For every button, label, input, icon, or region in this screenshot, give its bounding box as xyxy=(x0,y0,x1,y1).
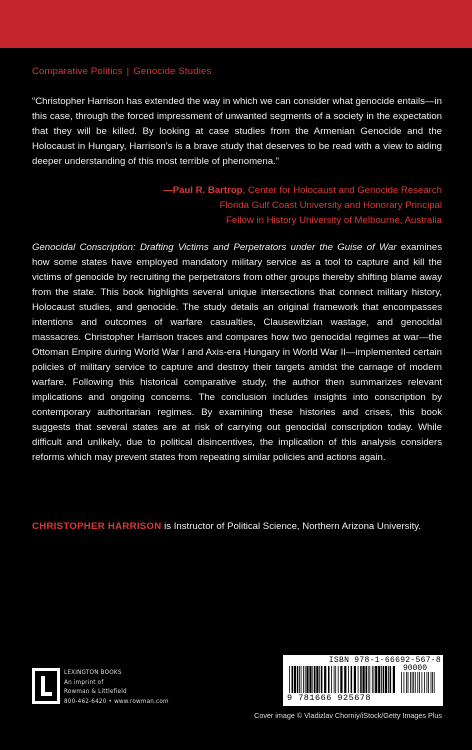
subject-second: Genocide Studies xyxy=(133,66,212,77)
barcode-bar xyxy=(417,672,418,693)
barcode-bar xyxy=(316,666,318,693)
isbn-barcode xyxy=(283,655,443,706)
barcode-bar xyxy=(428,672,429,693)
barcode-bar xyxy=(306,666,308,693)
barcode-bar xyxy=(368,666,369,693)
barcode-bar xyxy=(338,666,339,693)
barcode-bar xyxy=(422,672,423,693)
barcode-bar xyxy=(378,666,380,693)
cover-image-credit: Cover image © Vladizlav Chorniy/iStock/Getty Images Plus xyxy=(254,711,442,720)
barcode-bar xyxy=(297,666,299,693)
barcode-bar xyxy=(303,666,304,693)
barcode-bar xyxy=(366,666,368,693)
barcode-bar xyxy=(314,666,316,693)
subject-categories xyxy=(32,66,211,77)
endorsement-attribution xyxy=(22,183,442,228)
barcode-bar xyxy=(319,666,320,693)
barcode-bar xyxy=(381,666,382,693)
barcode-bar xyxy=(340,666,342,693)
barcode-bar xyxy=(348,666,349,693)
endorser-affiliation-3: Fellow in History University of Melbourne, Australia xyxy=(226,215,442,226)
barcode-bar xyxy=(431,672,432,693)
barcode-bar xyxy=(406,672,407,693)
barcode-bar xyxy=(427,672,428,693)
publisher-parent: Rowman & Littlefield xyxy=(64,688,127,695)
barcode-bar xyxy=(292,666,294,693)
barcode-bar xyxy=(305,666,306,693)
barcode-bar xyxy=(369,666,370,693)
book-title: Genocidal Conscription: Drafting Victims and Perpetrators under the Guise of War xyxy=(32,242,397,253)
endorser-name: —Paul R. Bartrop xyxy=(163,185,243,196)
top-color-band xyxy=(0,0,472,48)
barcode-bar xyxy=(358,666,359,693)
barcode-bar xyxy=(415,672,416,693)
barcode-bar xyxy=(388,666,389,693)
barcode-bar xyxy=(419,672,420,693)
barcode-bar xyxy=(331,666,332,693)
barcode-bar xyxy=(424,672,425,693)
barcode-bar xyxy=(375,666,377,693)
barcode-bar xyxy=(410,672,411,693)
barcode-bar xyxy=(299,666,300,693)
barcode-bar xyxy=(408,672,409,693)
subject-first: Comparative Politics xyxy=(32,66,123,77)
barcode-bar xyxy=(432,672,433,693)
addon-number: 90000 xyxy=(403,664,428,673)
ean-number: 9 781666 925678 xyxy=(287,693,372,703)
barcode-bar xyxy=(434,672,435,693)
barcode-bar xyxy=(321,666,323,693)
barcode-bar xyxy=(401,672,402,693)
barcode-bar xyxy=(312,666,313,693)
author-bio xyxy=(32,519,442,534)
author-bio-text: is Instructor of Political Science, Northern Arizona University. xyxy=(161,521,421,532)
barcode-bar xyxy=(390,666,392,693)
barcode-bar xyxy=(334,666,335,693)
barcode-bar xyxy=(351,666,353,693)
barcode-bar xyxy=(324,666,326,693)
barcode-bar xyxy=(412,672,413,693)
barcode-bar xyxy=(360,666,362,693)
barcode-bar xyxy=(363,666,365,693)
barcode-bar xyxy=(309,666,311,693)
publisher-contact: 800-462-6420 • www.rowman.com xyxy=(64,697,169,705)
lexington-logo-icon xyxy=(32,668,60,704)
barcode-bar xyxy=(294,666,296,693)
barcode-bar xyxy=(404,672,405,693)
endorser-affiliation-2: Florida Gulf Coast University and Honorary Principal xyxy=(219,200,442,211)
barcode-bar xyxy=(385,666,387,693)
addon-barcode-bars xyxy=(401,672,437,693)
endorser-affiliation-1: , Center for Holocaust and Genocide Research xyxy=(242,185,442,196)
book-description xyxy=(32,240,442,465)
isbn-text: ISBN 978-1-66692-567-8 xyxy=(328,656,441,665)
author-name: CHRISTOPHER HARRISON xyxy=(32,521,162,532)
ean-barcode-bars xyxy=(289,666,395,694)
publisher-imprint: An imprint of xyxy=(64,678,104,686)
endorsement-quote: “Christopher Harrison has extended the way in which we can consider what genocide entails—in this case, through the forced impressment of unwanted segments of a society in the expectation that they will be killed. By looking at case studies from the Armenian Genocide and the Holocaust in Hungary, Harrison’s is a brave study that deserves to be read with a view to aiding deeper understanding of this most terrible of phenomena.” xyxy=(32,96,442,167)
barcode-bar xyxy=(301,666,302,693)
barcode-bar xyxy=(372,666,373,693)
description-body: examines how some states have employed mandatory military service as a tool to capture and kill the victims of genocide by recruiting the perpetrators from other groups thereby shifting blame away from the state. This book highlights several unique intersections that connect military history, Holocaust studies, and genocide. The study details an original framework that encompasses intentions and outcomes of warfare casualties, Clausewitzian wastage, and genocidal massacres. Christopher Harrison traces and compares how two genocidal regimes at war—the Ottoman Empire during World War I and Axis-era Hungary in World War II—implemented certain policies of military service to capture and destroy their targets amidst the carnage of modern warfare. Following this historical comparative study, the author then summarizes relevant implications and ongoing concerns. The conclusion includes insights into conscription by contemporary authoritarian regimes. By examining these histories and crises, this book suggests that several states are at risk of carrying out genocidal conscription today. While difficult and unlikely, due to political disincentives, the implication of this analysis considers reforms which may prevent states from repeating similar policies and actions again. xyxy=(32,242,442,463)
subject-separator: | xyxy=(126,66,130,77)
publisher-info xyxy=(64,668,169,706)
barcode-bar xyxy=(335,666,336,693)
barcode-bar xyxy=(393,666,395,693)
publisher-name: LEXINGTON BOOKS xyxy=(64,669,122,676)
barcode-bar xyxy=(413,672,414,693)
barcode-bar xyxy=(354,666,356,693)
barcode-bar xyxy=(328,666,330,693)
barcode-bar xyxy=(383,666,385,693)
barcode-bar xyxy=(289,666,290,693)
barcode-bar xyxy=(344,666,346,693)
barcode-bar xyxy=(374,666,375,693)
